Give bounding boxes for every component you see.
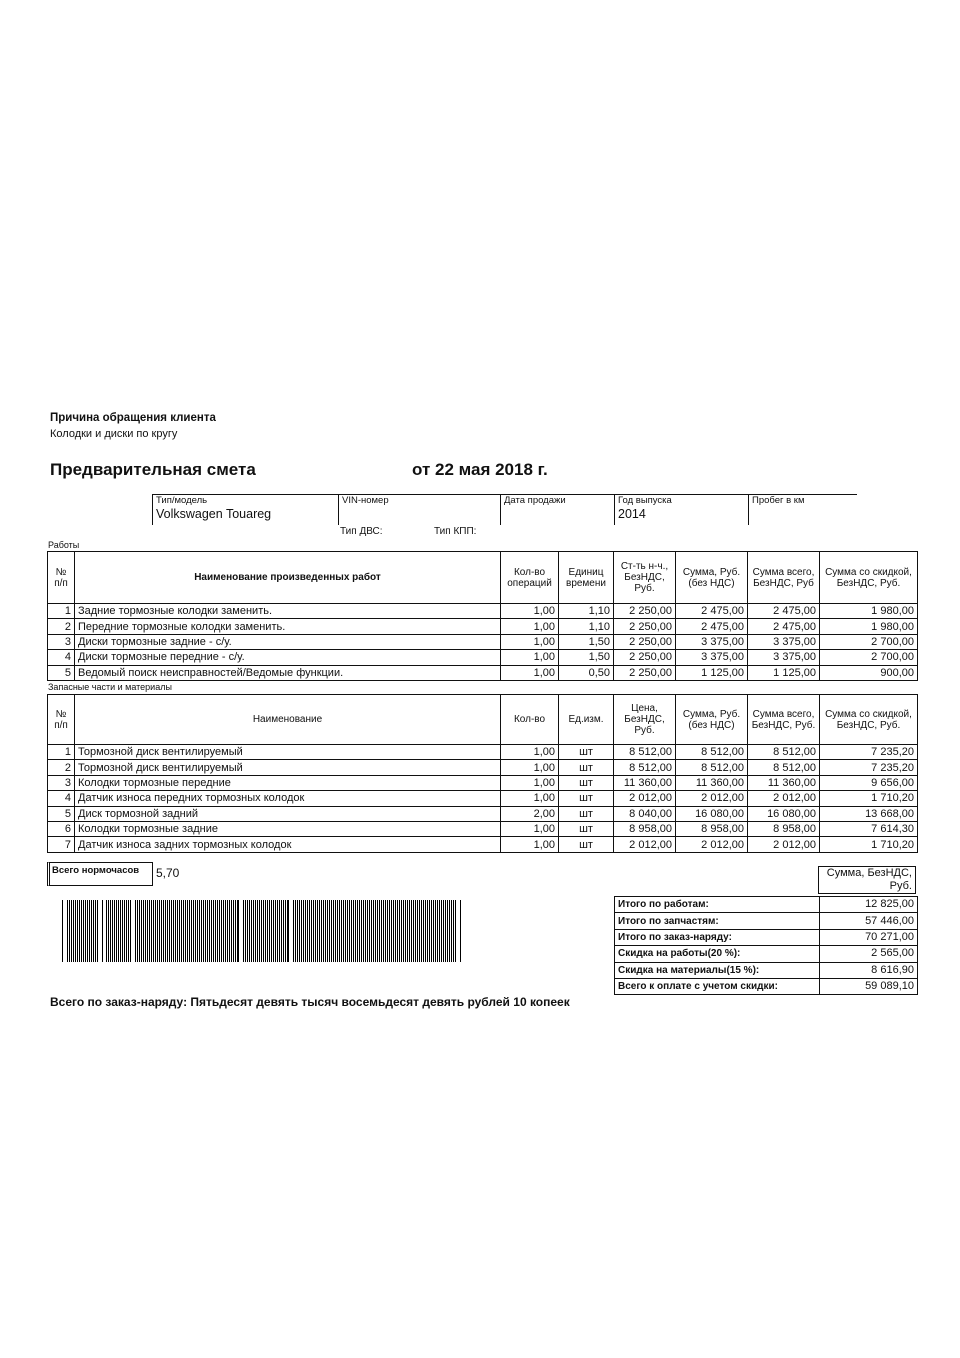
parts-row-cell: Колодки тормозные передние — [75, 775, 501, 790]
vehicle-sale-date-cell — [501, 495, 615, 526]
parts-row-cell: шт — [559, 837, 614, 852]
works-row — [48, 634, 918, 649]
parts-row-cell: Датчик износа задних тормозных колодок — [75, 837, 501, 852]
totals-label: Скидка на материалы(15 %): — [615, 962, 820, 978]
parts-row-cell: 11 360,00 — [748, 775, 820, 790]
parts-row-cell: 2 012,00 — [676, 837, 748, 852]
parts-row-cell: 11 360,00 — [676, 775, 748, 790]
parts-row-cell: 1,00 — [501, 745, 559, 760]
totals-value: 70 271,00 — [820, 929, 918, 945]
reason-text: Колодки и диски по кругу — [50, 428, 178, 440]
parts-row-cell: 8 512,00 — [676, 760, 748, 775]
parts-row-cell: 8 512,00 — [748, 745, 820, 760]
parts-table — [47, 694, 918, 853]
model-value: Volkswagen Touareg — [156, 507, 272, 521]
works-header-name: Наименование произведенных работ — [75, 552, 501, 604]
works-section-label: Работы — [48, 540, 80, 550]
parts-row-cell: 8 040,00 — [614, 806, 676, 821]
vehicle-vin-cell — [339, 495, 501, 526]
parts-row-cell: 2 012,00 — [614, 837, 676, 852]
year-label: Год выпуска — [618, 495, 672, 506]
works-header-row — [48, 552, 918, 604]
works-table — [47, 551, 918, 681]
totals-row — [615, 913, 918, 929]
parts-row-cell: 1 710,20 — [820, 791, 918, 806]
parts-row-cell: 6 — [48, 821, 75, 836]
works-row-cell: 1,50 — [559, 650, 614, 665]
works-row — [48, 650, 918, 665]
parts-header-row — [48, 695, 918, 745]
works-row-cell: 5 — [48, 665, 75, 680]
vehicle-model-cell — [153, 495, 339, 526]
works-row-cell: Передние тормозные колодки заменить. — [75, 619, 501, 634]
parts-row-cell: 8 958,00 — [614, 821, 676, 836]
parts-row-cell: 1,00 — [501, 821, 559, 836]
totals-table — [614, 896, 918, 995]
works-row-cell: 3 375,00 — [748, 650, 820, 665]
works-row-cell: 1,00 — [501, 604, 559, 619]
total-hours-label: Всего нормочасов — [52, 865, 140, 876]
parts-row-cell: 8 512,00 — [614, 745, 676, 760]
parts-row-cell: 2 012,00 — [614, 791, 676, 806]
parts-row-cell: 7 235,20 — [820, 760, 918, 775]
totals-row — [615, 962, 918, 978]
parts-row-cell: 2 012,00 — [748, 791, 820, 806]
works-row-cell: 1,00 — [501, 619, 559, 634]
parts-row-cell: 2 — [48, 760, 75, 775]
works-header-sum: Сумма, Руб. (без НДС) — [676, 552, 748, 604]
works-row-cell: 2 250,00 — [614, 665, 676, 680]
parts-row-cell: 1,00 — [501, 791, 559, 806]
works-row-cell: 0,50 — [559, 665, 614, 680]
document-date: от 22 мая 2018 г. — [412, 460, 548, 479]
parts-row-cell: 8 512,00 — [676, 745, 748, 760]
works-row-cell: Диски тормозные передние - с/у. — [75, 650, 501, 665]
parts-header-price: Цена, БезНДС, Руб. — [614, 695, 676, 745]
works-row-cell: Ведомый поиск неисправностей/Ведомые функции. — [75, 665, 501, 680]
parts-row-cell: Колодки тормозные задние — [75, 821, 501, 836]
document-title: Предварительная смета — [50, 460, 256, 479]
works-row-cell: 2 250,00 — [614, 619, 676, 634]
works-row-cell: 1 — [48, 604, 75, 619]
parts-row-cell: 2 012,00 — [676, 791, 748, 806]
sale-date-label: Дата продажи — [504, 495, 566, 506]
total-hours-value: 5,70 — [156, 866, 180, 880]
works-row — [48, 665, 918, 680]
totals-row — [615, 978, 918, 994]
vehicle-mileage-cell — [749, 495, 857, 526]
parts-row-cell: 1 710,20 — [820, 837, 918, 852]
parts-row-cell: Тормозной диск вентилируемый — [75, 745, 501, 760]
totals-label: Итого по работам: — [615, 897, 820, 913]
works-row-cell: Диски тормозные задние - с/у. — [75, 634, 501, 649]
parts-row — [48, 806, 918, 821]
works-row — [48, 604, 918, 619]
vehicle-info-table — [152, 494, 857, 525]
parts-row-cell: 1 — [48, 745, 75, 760]
works-row-cell: 2 700,00 — [820, 650, 918, 665]
works-row-cell: 1,00 — [501, 634, 559, 649]
parts-header-number: № п/п — [48, 695, 75, 745]
parts-row-cell: 7 614,30 — [820, 821, 918, 836]
mileage-label: Пробег в км — [752, 495, 805, 506]
works-header-rate: Ст-ть н-ч., БезНДС, Руб. — [614, 552, 676, 604]
year-value: 2014 — [618, 507, 646, 521]
parts-row — [48, 837, 918, 852]
totals-row — [615, 897, 918, 913]
parts-row-cell: 8 958,00 — [676, 821, 748, 836]
works-row-cell: 2 — [48, 619, 75, 634]
parts-row-cell: 2,00 — [501, 806, 559, 821]
works-row-cell: 2 250,00 — [614, 634, 676, 649]
reason-title: Причина обращения клиента — [50, 412, 216, 424]
parts-row-cell: 7 — [48, 837, 75, 852]
works-row-cell: 1 125,00 — [748, 665, 820, 680]
parts-row-cell: 7 235,20 — [820, 745, 918, 760]
parts-header-discounted: Сумма со скидкой, БезНДС, Руб. — [820, 695, 918, 745]
parts-row-cell: 5 — [48, 806, 75, 821]
parts-row-cell: 8 512,00 — [614, 760, 676, 775]
parts-header-name: Наименование — [75, 695, 501, 745]
parts-header-unit: Ед.изм. — [559, 695, 614, 745]
works-row-cell: 1,50 — [559, 634, 614, 649]
parts-row-cell: 2 012,00 — [748, 837, 820, 852]
total-in-words: Всего по заказ-наряду: Пятьдесят девять тысяч восемьдесят девять рублей 10 копеек — [50, 995, 570, 1009]
works-header-total: Сумма всего, БезНДС, Руб — [748, 552, 820, 604]
works-row-cell: 1,00 — [501, 665, 559, 680]
works-row-cell: 2 475,00 — [676, 604, 748, 619]
barcode — [62, 900, 466, 962]
works-row — [48, 619, 918, 634]
totals-label: Итого по заказ-наряду: — [615, 929, 820, 945]
works-row-cell: 3 375,00 — [676, 634, 748, 649]
parts-row-cell: шт — [559, 791, 614, 806]
works-row-cell: 2 700,00 — [820, 634, 918, 649]
works-row-cell: 3 — [48, 634, 75, 649]
parts-row — [48, 760, 918, 775]
totals-value: 8 616,90 — [820, 962, 918, 978]
totals-label: Скидка на работы(20 %): — [615, 946, 820, 962]
totals-value: 2 565,00 — [820, 946, 918, 962]
totals-value: 12 825,00 — [820, 897, 918, 913]
works-row-cell: 1 125,00 — [676, 665, 748, 680]
parts-header-qty: Кол-во — [501, 695, 559, 745]
works-row-cell: 2 475,00 — [676, 619, 748, 634]
parts-row-cell: шт — [559, 745, 614, 760]
vehicle-year-cell — [615, 495, 749, 526]
totals-value: 59 089,10 — [820, 978, 918, 994]
parts-row-cell: 16 080,00 — [676, 806, 748, 821]
works-header-number: № п/п — [48, 552, 75, 604]
parts-row-cell: 11 360,00 — [614, 775, 676, 790]
totals-value: 57 446,00 — [820, 913, 918, 929]
parts-row-cell: шт — [559, 760, 614, 775]
works-row-cell: 1 980,00 — [820, 619, 918, 634]
works-header-discounted: Сумма со скидкой, БезНДС, Руб. — [820, 552, 918, 604]
parts-row-cell: 16 080,00 — [748, 806, 820, 821]
parts-row-cell: 13 668,00 — [820, 806, 918, 821]
totals-label: Итого по запчастям: — [615, 913, 820, 929]
parts-row-cell: 1,00 — [501, 760, 559, 775]
parts-row-cell: 9 656,00 — [820, 775, 918, 790]
totals-row — [615, 929, 918, 945]
works-row-cell: 2 250,00 — [614, 604, 676, 619]
parts-header-sum: Сумма, Руб. (без НДС) — [676, 695, 748, 745]
works-row-cell: 2 475,00 — [748, 619, 820, 634]
works-row-cell: 3 375,00 — [748, 634, 820, 649]
parts-row-cell: Тормозной диск вентилируемый — [75, 760, 501, 775]
engine-type-label: Тип ДВС: — [340, 526, 383, 537]
parts-section-label: Запасные части и материалы — [48, 682, 172, 692]
works-row-cell: 2 475,00 — [748, 604, 820, 619]
parts-row-cell: шт — [559, 806, 614, 821]
parts-row — [48, 821, 918, 836]
gearbox-type-label: Тип КПП: — [434, 526, 477, 537]
parts-row-cell: 4 — [48, 791, 75, 806]
model-label: Тип/модель — [156, 495, 208, 506]
totals-label: Всего к оплате с учетом скидки: — [615, 978, 820, 994]
parts-row-cell: 3 — [48, 775, 75, 790]
works-row-cell: 3 375,00 — [676, 650, 748, 665]
totals-header: Сумма, БезНДС, Руб. — [818, 866, 916, 894]
parts-row — [48, 745, 918, 760]
works-row-cell: Задние тормозные колодки заменить. — [75, 604, 501, 619]
works-row-cell: 1,10 — [559, 604, 614, 619]
vin-label: VIN-номер — [342, 495, 389, 506]
works-row-cell: 1,10 — [559, 619, 614, 634]
works-row-cell: 4 — [48, 650, 75, 665]
works-header-qty: Кол-во операций — [501, 552, 559, 604]
parts-row-cell: 8 958,00 — [748, 821, 820, 836]
parts-row-cell: 1,00 — [501, 775, 559, 790]
parts-row-cell: 8 512,00 — [748, 760, 820, 775]
works-row-cell: 2 250,00 — [614, 650, 676, 665]
parts-row-cell: шт — [559, 775, 614, 790]
parts-row-cell: Датчик износа передних тормозных колодок — [75, 791, 501, 806]
works-row-cell: 1,00 — [501, 650, 559, 665]
works-header-time: Единиц времени — [559, 552, 614, 604]
parts-row-cell: 1,00 — [501, 837, 559, 852]
parts-row — [48, 775, 918, 790]
parts-row-cell: шт — [559, 821, 614, 836]
works-row-cell: 900,00 — [820, 665, 918, 680]
parts-row-cell: Диск тормозной задний — [75, 806, 501, 821]
parts-header-total: Сумма всего, БезНДС, Руб. — [748, 695, 820, 745]
works-row-cell: 1 980,00 — [820, 604, 918, 619]
parts-row — [48, 791, 918, 806]
totals-row — [615, 946, 918, 962]
